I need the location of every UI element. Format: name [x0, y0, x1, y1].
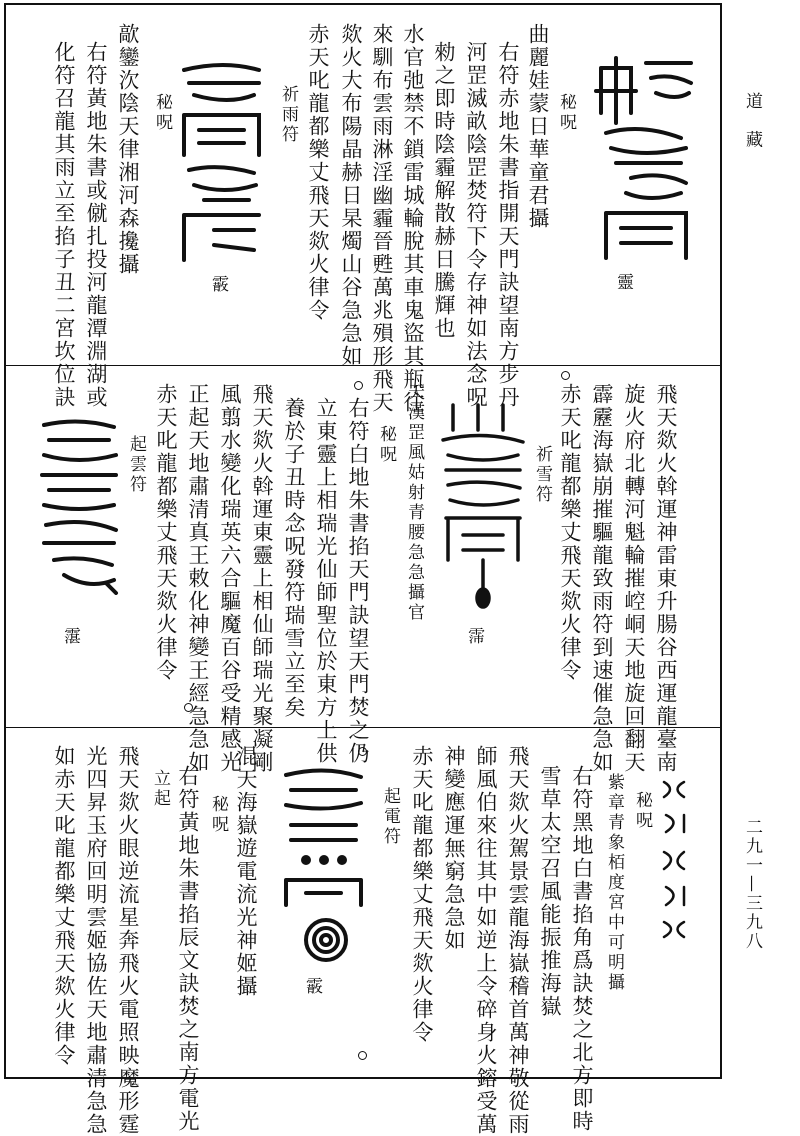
s3-col-13: 飛天欻火眼逆流星奔飛火電照映魔形霆	[116, 745, 140, 1136]
s3-col-2: 右符黑地白書掐角爲訣焚之北方即時	[570, 765, 594, 1133]
page-number: 二九一—三九八	[742, 818, 762, 951]
circle-marker	[184, 703, 193, 712]
s3-col-3: 雪草太空召風能振推海嶽	[538, 765, 562, 1018]
section-divider-1	[6, 365, 720, 366]
page-frame	[4, 3, 722, 1136]
s2-col-9: 養於子丑時念呪發符瑞雪立至矣	[282, 397, 306, 719]
s2-col-6: 秘呪	[376, 425, 396, 465]
s3-col-1: 秘呪	[632, 791, 652, 831]
talisman-5-icon	[656, 777, 696, 946]
s1-col-4: 勑之即時陰霾解散赫日騰輝也	[432, 41, 456, 340]
s1-col-9: 祈雨符	[278, 85, 298, 145]
circle-marker	[354, 381, 363, 390]
s2-col-10: 飛天欻火斡運東靈上相仙師瑞光聚凝剛	[250, 383, 274, 774]
s1-col-6: 來馴布雲雨淋淫幽霾晉甦萬兆殞形飛天	[370, 23, 394, 414]
s3-col-5: 師風伯來往其中如逆上令碎身火鎔受萬	[474, 745, 498, 1136]
talisman-2-label: 霰	[208, 275, 228, 295]
talisman-3-label: 霈	[464, 627, 484, 647]
s3-col-11: 右符黃地朱書掐辰文訣焚之南方電光	[176, 765, 200, 1133]
s2-col-2: 霹靂海嶽崩摧驅龍致雨符到速催急急如	[590, 383, 614, 774]
talisman-6-label: 霰	[302, 977, 322, 997]
s1-col-5: 水官弛禁不鎖雷城輪脫其車鬼盜其瓶往	[401, 23, 425, 414]
s3-col-4: 飛天欻火駕景雲龍海嶽稽首萬神敬從雨	[506, 745, 530, 1136]
s1-col-7: 欻火大布陽晶赫日杲燭山谷急急如	[339, 23, 363, 368]
talisman-4-label: 霮	[60, 627, 80, 647]
talisman-2-icon	[174, 55, 269, 269]
s3-col-7: 赤天叱龍都樂丈飛天欻火律令	[410, 745, 434, 1044]
talisman-6-icon	[276, 765, 371, 969]
s3-col-12: 立起	[150, 769, 170, 809]
s2-col-3: 赤天叱龍都樂丈飛天欻火律令	[558, 383, 582, 682]
circle-marker	[358, 747, 367, 756]
s2-col-12: 正起天地肅清真王敕化神變王經急急如	[186, 383, 210, 774]
s3-col-14: 光四昇玉府回明雲姬協佐天地肅清急急	[84, 745, 108, 1136]
s3-col-9: 混天海嶽遊電流光神姬攝	[234, 745, 258, 998]
s1-col-0: 秘呪	[556, 93, 576, 133]
s2-col-8: 立東靈上相瑞光仙師聖位於東方上供	[314, 397, 338, 765]
collection-title: 道 藏	[742, 92, 762, 156]
s1-col-8: 赤天叱龍都樂丈飛天欻火律令	[306, 23, 330, 322]
s3-col-0: 紫章青象栢度宮中可明攝	[604, 773, 624, 993]
circle-marker	[358, 1051, 367, 1060]
s1-col-11: 歊鑾㳄陰天律湘河森攙攝	[116, 23, 140, 276]
talisman-3-icon	[438, 400, 528, 614]
s2-col-1: 旋火府北轉河魁輪摧崆峒天地旋回翻天	[622, 383, 646, 774]
talisman-1-label: 靈	[613, 273, 633, 293]
s3-col-15: 如赤天叱龍都樂丈飛天欻火律令	[52, 745, 76, 1067]
talisman-4-icon	[34, 415, 124, 599]
s1-col-10: 秘呪	[152, 93, 172, 133]
s1-col-2: 右符赤地朱書指開天門訣望南方步丹	[496, 41, 520, 409]
s2-col-5: 天漢罡風姑射青腰急急攝官	[404, 383, 424, 623]
s2-col-4: 祈雪符	[532, 445, 552, 505]
circle-marker	[561, 371, 570, 380]
s1-col-1: 曲麗娃蒙日華童君攝	[526, 23, 550, 230]
s2-col-14: 起雲符	[126, 435, 146, 495]
s3-col-8: 起電符	[380, 787, 400, 847]
talisman-1-icon	[591, 53, 701, 267]
s1-col-3: 河罡滅畝陰罡焚符下令存神如法念呪	[464, 41, 488, 409]
s2-col-7: 右符白地朱書掐天門訣望天門焚之仍	[346, 397, 370, 765]
s3-col-6: 神變應運無窮急急如	[442, 745, 466, 952]
s1-col-12: 右符黃地朱書或僦扎投河龍潭淵湖或	[84, 41, 108, 409]
s2-col-0: 飛天欻火斡運神雷東升腸谷西運龍臺南	[654, 383, 678, 774]
s1-col-13: 化符召龍其雨立至掐子丑二宮坎位訣	[52, 41, 76, 409]
s2-col-13: 赤天叱龍都樂丈飛天欻火律令	[154, 383, 178, 682]
s2-col-11: 風翦水變化瑞英六合驅魔百谷受精感光	[218, 383, 242, 774]
s3-col-10: 秘呪	[208, 795, 228, 835]
